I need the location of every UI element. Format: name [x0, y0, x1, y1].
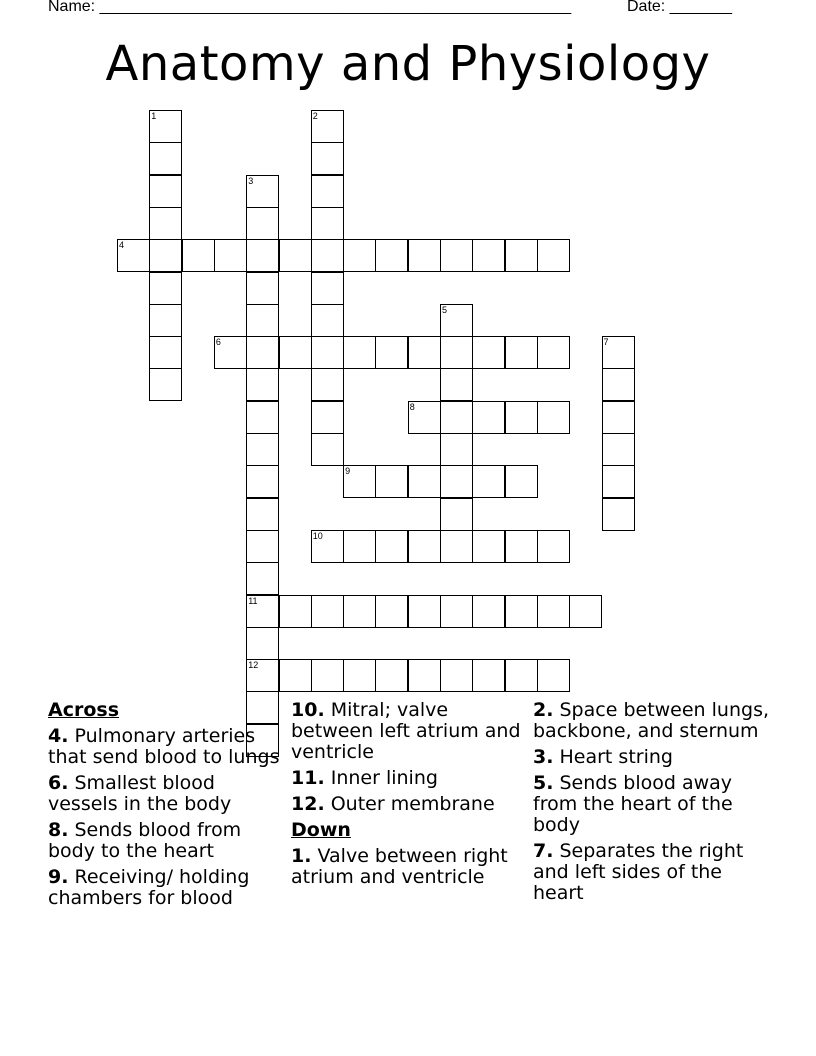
crossword-cell[interactable] — [182, 239, 215, 272]
crossword-cell[interactable] — [246, 207, 279, 240]
crossword-cell[interactable] — [440, 433, 473, 466]
crossword-cell[interactable] — [246, 368, 279, 401]
clue-number-label: 2 — [312, 111, 318, 121]
crossword-cell[interactable] — [311, 142, 344, 175]
crossword-cell[interactable] — [246, 530, 279, 563]
crossword-cell[interactable] — [149, 272, 182, 305]
crossword-cell[interactable] — [408, 239, 441, 272]
crossword-cell[interactable] — [311, 595, 344, 628]
down-heading: Down — [291, 819, 351, 841]
crossword-cell[interactable] — [440, 659, 473, 692]
crossword-cell[interactable] — [602, 336, 635, 369]
crossword-cell[interactable] — [279, 659, 312, 692]
crossword-cell[interactable] — [602, 368, 635, 401]
clue-across-8: 8. Sends blood from body to the heart — [48, 819, 242, 862]
crossword-cell[interactable] — [311, 368, 344, 401]
crossword-cell[interactable] — [343, 465, 376, 498]
crossword-cell[interactable] — [375, 336, 408, 369]
crossword-cell[interactable] — [343, 336, 376, 369]
crossword-cell[interactable] — [246, 595, 279, 628]
crossword-cell[interactable] — [311, 401, 344, 434]
crossword-cell[interactable] — [343, 595, 376, 628]
crossword-cell[interactable] — [375, 659, 408, 692]
crossword-cell[interactable] — [149, 336, 182, 369]
crossword-cell[interactable] — [279, 595, 312, 628]
crossword-cell[interactable] — [279, 336, 312, 369]
name-field[interactable]: Name: _____________________________________________________ — [48, 0, 572, 15]
crossword-cell[interactable] — [472, 595, 505, 628]
crossword-cell[interactable] — [246, 498, 279, 531]
crossword-cell[interactable] — [440, 401, 473, 434]
crossword-cell[interactable] — [343, 530, 376, 563]
crossword-cell[interactable] — [472, 401, 505, 434]
crossword-cell[interactable] — [246, 465, 279, 498]
crossword-cell[interactable] — [602, 465, 635, 498]
crossword-cell[interactable] — [537, 659, 570, 692]
crossword-cell[interactable] — [246, 659, 279, 692]
crossword-cell[interactable] — [505, 530, 538, 563]
crossword-cell[interactable] — [537, 530, 570, 563]
clue-number-label: 12 — [248, 660, 259, 671]
crossword-cell[interactable] — [343, 659, 376, 692]
crossword-cell[interactable] — [537, 336, 570, 369]
crossword-cell[interactable] — [311, 336, 344, 369]
crossword-cell[interactable] — [311, 433, 344, 466]
crossword-cell[interactable] — [440, 530, 473, 563]
crossword-cell[interactable] — [440, 465, 473, 498]
clue-across-6: 6. Smallest blood vessels in the body — [48, 772, 232, 815]
crossword-cell[interactable] — [505, 659, 538, 692]
crossword-cell[interactable] — [311, 272, 344, 305]
crossword-cell[interactable] — [246, 562, 279, 595]
crossword-cell[interactable] — [472, 465, 505, 498]
crossword-cell[interactable] — [408, 659, 441, 692]
crossword-cell[interactable] — [149, 175, 182, 208]
clue-down-7: 7. Separates the right and left sides of the heart — [533, 840, 744, 904]
crossword-cell[interactable] — [472, 336, 505, 369]
clue-column-2 — [291, 700, 527, 893]
crossword-cell[interactable] — [343, 239, 376, 272]
crossword-cell[interactable] — [311, 207, 344, 240]
clue-number-label: 11 — [248, 595, 258, 606]
crossword-cell[interactable] — [602, 401, 635, 434]
crossword-cell[interactable] — [537, 595, 570, 628]
crossword-cell[interactable] — [505, 465, 538, 498]
crossword-cell[interactable] — [440, 239, 473, 272]
crossword-cell[interactable] — [602, 498, 635, 531]
crossword-cell[interactable] — [375, 239, 408, 272]
page-title: Anatomy and Physiology — [105, 36, 711, 92]
clue-number-label: 1 — [151, 111, 157, 121]
crossword-cell[interactable] — [311, 239, 344, 272]
crossword-cell[interactable] — [408, 530, 441, 563]
crossword-cell[interactable] — [149, 239, 182, 272]
crossword-cell[interactable] — [246, 401, 279, 434]
crossword-cell[interactable] — [505, 595, 538, 628]
crossword-cell[interactable] — [505, 239, 538, 272]
clue-number-label: 9 — [345, 466, 351, 477]
clue-number-label: 8 — [409, 401, 415, 412]
clue-down-3: 3. Heart string — [533, 746, 673, 768]
crossword-cell[interactable] — [440, 368, 473, 401]
crossword-cell[interactable] — [117, 239, 150, 272]
clue-number-label: 6 — [215, 337, 221, 348]
clue-number-label: 3 — [248, 175, 254, 186]
clue-down-2: 2. Space between lungs, backbone, and sternum — [533, 699, 770, 742]
clue-number-label: 4 — [119, 240, 125, 251]
crossword-cell[interactable] — [440, 595, 473, 628]
clue-down-5: 5. Sends blood away from the heart of the body — [533, 772, 733, 836]
crossword-cell[interactable] — [311, 530, 344, 563]
clue-across-9: 9. Receiving/ holding chambers for blood — [48, 866, 250, 909]
crossword-cell[interactable] — [214, 336, 247, 369]
crossword-cell[interactable] — [440, 304, 473, 337]
crossword-cell[interactable] — [505, 336, 538, 369]
clue-column-3 — [533, 700, 769, 909]
across-heading: Across — [48, 699, 120, 721]
crossword-cell[interactable] — [246, 433, 279, 466]
crossword-cell[interactable] — [246, 304, 279, 337]
clue-column-1 — [48, 700, 284, 914]
crossword-cell[interactable] — [408, 336, 441, 369]
crossword-cell[interactable] — [246, 175, 279, 208]
crossword-cell[interactable] — [311, 110, 344, 143]
crossword-cell[interactable] — [311, 304, 344, 337]
crossword-cell[interactable] — [149, 207, 182, 240]
date-field[interactable]: Date: _______ — [627, 0, 732, 15]
crossword-cell[interactable] — [408, 401, 441, 434]
crossword-cell[interactable] — [408, 595, 441, 628]
crossword-cell[interactable] — [279, 239, 312, 272]
crossword-cell[interactable] — [214, 239, 247, 272]
clue-across-12: 12. Outer membrane — [291, 793, 495, 815]
crossword-cell[interactable] — [472, 530, 505, 563]
clue-number-label: 7 — [603, 337, 609, 348]
crossword-cell[interactable] — [246, 336, 279, 369]
crossword-cell[interactable] — [440, 498, 473, 531]
crossword-cell[interactable] — [602, 433, 635, 466]
crossword-cell[interactable] — [472, 659, 505, 692]
crossword-cell[interactable] — [246, 627, 279, 660]
crossword-cell[interactable] — [149, 304, 182, 337]
crossword-cell[interactable] — [311, 659, 344, 692]
crossword-cell[interactable] — [537, 401, 570, 434]
crossword-cell[interactable] — [149, 110, 182, 143]
crossword-cell[interactable] — [311, 175, 344, 208]
clue-down-1: 1. Valve between right atrium and ventricle — [291, 845, 508, 888]
crossword-cell[interactable] — [569, 595, 602, 628]
crossword-cell[interactable] — [246, 272, 279, 305]
clue-number-label: 10 — [312, 530, 323, 541]
clue-across-10: 10. Mitral; valve between left atrium and ventricle — [291, 699, 521, 763]
crossword-cell[interactable] — [472, 239, 505, 272]
crossword-cell[interactable] — [149, 368, 182, 401]
crossword-cell[interactable] — [440, 336, 473, 369]
crossword-cell[interactable] — [537, 239, 570, 272]
clue-number-label: 5 — [442, 304, 448, 315]
crossword-cell[interactable] — [375, 465, 408, 498]
crossword-cell[interactable] — [246, 239, 279, 272]
clue-across-11: 11. Inner lining — [291, 767, 438, 789]
crossword-cell[interactable] — [505, 401, 538, 434]
crossword-cell[interactable] — [375, 530, 408, 563]
crossword-cell[interactable] — [375, 595, 408, 628]
crossword-cell[interactable] — [149, 142, 182, 175]
clue-across-4: 4. Pulmonary arteries that send blood to lungs — [48, 725, 280, 768]
crossword-cell[interactable] — [408, 465, 441, 498]
